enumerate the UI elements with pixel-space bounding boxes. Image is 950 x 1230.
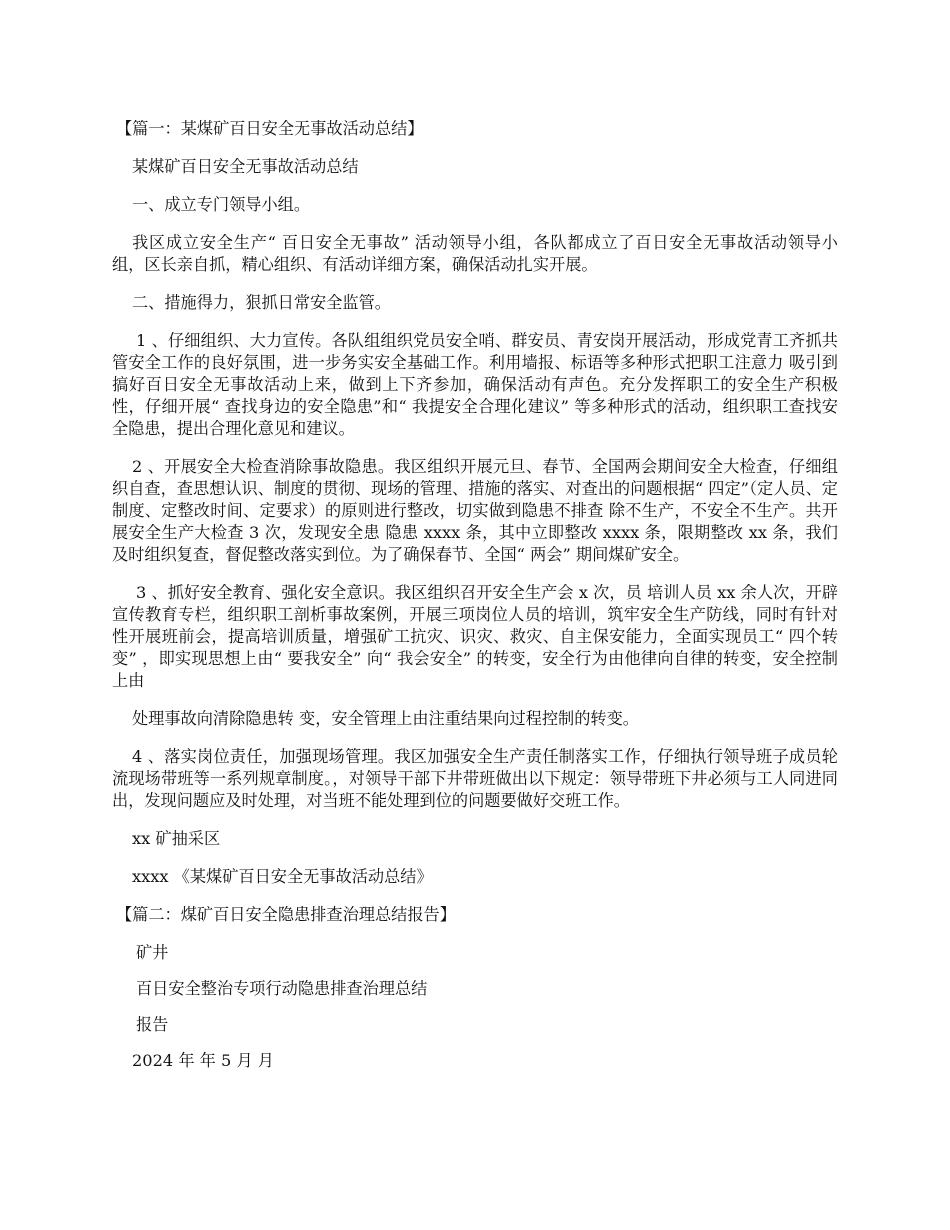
paragraph-item-2-inspection: 2 、开展安全大检查消除事故隐患。我区组织开展元旦、春节、全国两会期间安全大检查，仔细组织自查，查思想认识、制度的贯彻、现场的管理、措施的落实、对查出的问题根据“ 四定”（定人员、定制度、定整改时间、定要求）的原则进行整改，切实做到隐患不排查 除不生产，不安全不生产。共开展安全生产大检查 3 次，发现安全患 隐患 xxxx 条，其中立即整改 xxxx 条，限期整改 xx 条，我们及时组织复查，督促整改落实到位。为了确保春节、全国“ 两会” 期间煤矿安全。 xyxy=(112,457,838,564)
report-title: 百日安全整治专项行动隐患排查治理总结 xyxy=(136,979,428,998)
heading-measures: 二、措施得力，狠抓日常安全监管。 xyxy=(132,293,391,312)
report-date: 2024 年 年 5 月 月 xyxy=(132,1051,274,1070)
document-title: 某煤矿百日安全无事故活动总结 xyxy=(132,157,359,176)
report-label: 报告 xyxy=(136,1015,169,1034)
section-heading-part-one: 【篇一：某煤矿百日安全无事故活动总结】 xyxy=(116,119,424,138)
paragraph-item-1-publicity: 1 、仔细组织、大力宣传。各队组组织党员安全哨、群安员、青安岗开展活动，形成党青工齐抓共管安全工作的良好氛围，进一步务实安全基础工作。利用墙报、标语等多种形式把职工注意力 吸引到搞好百日安全无事故活动上来，做到上下齐参加，确保活动有声色。充分发挥职工的安全生产积极性，仔细开展“ 查找身边的安全隐患”和“ 我提安全合理化建议” 等多种形式的活动，组织职工查找安全隐患，提出合理化意见和建议。 xyxy=(112,331,838,438)
paragraph-item-4-responsibility: 4 、落实岗位责任，加强现场管理。我区加强安全生产责任制落实工作，仔细执行领导班子成员轮流现场带班等一系列规章制度。，对领导干部下井带班做出以下规定：领导带班下井必须与工人同进同出，发现问题应及时处理，对当班不能处理到位的问题要做好交班工作。 xyxy=(112,747,838,810)
paragraph-item-3-education: 3 、抓好安全教育、强化安全意识。我区组织召开安全生产会 x 次，员 培训人员 xx 余人次，开辟宣传教育专栏，组织职工剖析事故案例，开展三项岗位人员的培训，筑牢安全生产防线，同时有针对性开展班前会，提高培训质量，增强矿工抗灾、识灾、救灾、自主保安能力，全面实现员工“ 四个转变” ，即实现思想上由“ 要我安全” 向“ 我会安全” 的转变，安全行为由他律向自律的转变，安全控制上由 xyxy=(112,583,838,690)
document-body xyxy=(112,118,838,1088)
signature-title-line: xxxx 《某煤矿百日安全无事故活动总结》 xyxy=(132,867,433,886)
report-mine-label: 矿井 xyxy=(136,943,169,962)
heading-leadership-group: 一、成立专门领导小组。 xyxy=(132,195,311,214)
section-heading-part-two: 【篇二：煤矿百日安全隐患排查治理总结报告】 xyxy=(116,905,456,924)
signature-district: xx 矿抽采区 xyxy=(132,829,221,848)
paragraph-item-3-continued: 处理事故向清除隐患转 变，安全管理上由注重结果向过程控制的转变。 xyxy=(132,709,639,728)
paragraph-leadership-group: 我区成立安全生产“ 百日安全无事故” 活动领导小组，各队都成立了百日安全无事故活动领导小组，区长亲自抓，精心组织、有活动详细方案，确保活动扎实开展。 xyxy=(112,233,838,274)
